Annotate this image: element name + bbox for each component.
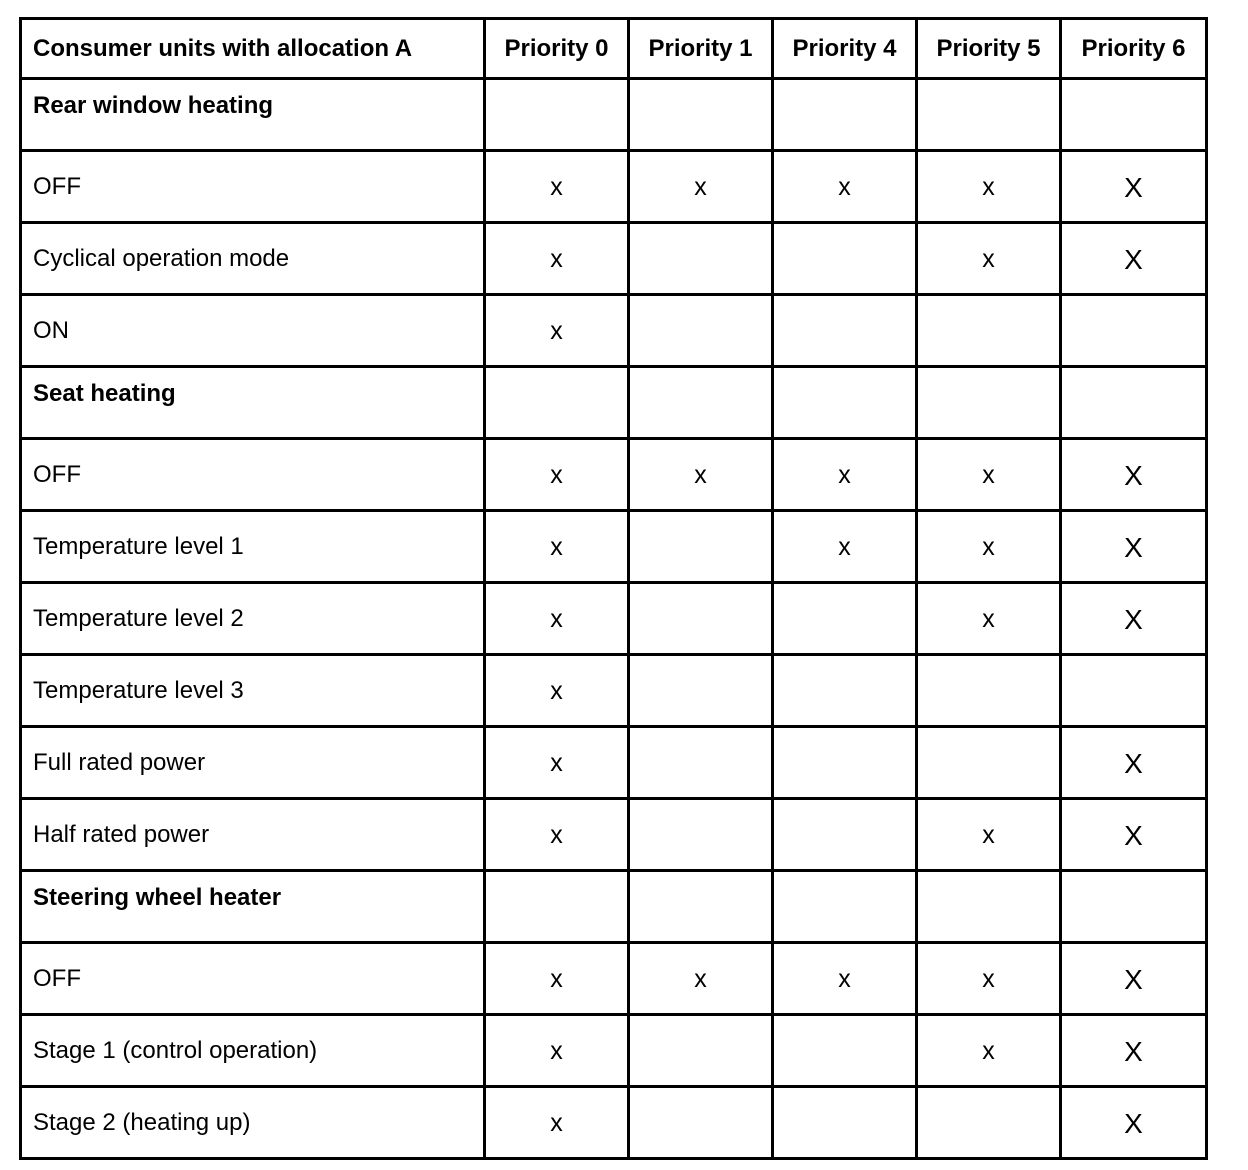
header-priority-1: Priority 1 xyxy=(629,19,773,79)
group-row xyxy=(21,871,1207,943)
empty-cell xyxy=(773,79,917,151)
priority-mark-cell: X xyxy=(1061,511,1207,583)
priority-mark-cell xyxy=(773,295,917,367)
table-row xyxy=(21,727,1207,799)
priority-mark-cell: x xyxy=(917,943,1061,1015)
consumer-allocation-table xyxy=(19,17,1208,1160)
group-row xyxy=(21,79,1207,151)
priority-mark-cell: X xyxy=(1061,1087,1207,1159)
table-row xyxy=(21,1015,1207,1087)
priority-mark-cell: X xyxy=(1061,151,1207,223)
priority-mark-cell xyxy=(629,511,773,583)
priority-mark-cell: x xyxy=(629,943,773,1015)
priority-mark-cell: x xyxy=(917,511,1061,583)
group-title: Seat heating xyxy=(21,367,485,439)
header-priority-0: Priority 0 xyxy=(485,19,629,79)
priority-mark-cell: x xyxy=(485,1087,629,1159)
priority-mark-cell xyxy=(773,583,917,655)
empty-cell xyxy=(917,79,1061,151)
empty-cell xyxy=(629,367,773,439)
row-label: OFF xyxy=(21,439,485,511)
priority-mark-cell: x xyxy=(485,1015,629,1087)
priority-mark-cell: x xyxy=(917,439,1061,511)
row-label: Temperature level 2 xyxy=(21,583,485,655)
priority-mark-cell: x xyxy=(773,151,917,223)
row-label: Temperature level 3 xyxy=(21,655,485,727)
priority-mark-cell: X xyxy=(1061,223,1207,295)
table-row xyxy=(21,655,1207,727)
priority-mark-cell: x xyxy=(773,439,917,511)
priority-mark-cell: x xyxy=(485,511,629,583)
priority-mark-cell: x xyxy=(917,799,1061,871)
priority-mark-cell xyxy=(773,1087,917,1159)
row-label: ON xyxy=(21,295,485,367)
row-label: Stage 1 (control operation) xyxy=(21,1015,485,1087)
empty-cell xyxy=(917,367,1061,439)
priority-mark-cell xyxy=(629,583,773,655)
priority-mark-cell: X xyxy=(1061,799,1207,871)
priority-mark-cell: x xyxy=(485,655,629,727)
priority-mark-cell xyxy=(773,223,917,295)
empty-cell xyxy=(1061,871,1207,943)
empty-cell xyxy=(1061,79,1207,151)
priority-mark-cell xyxy=(917,1087,1061,1159)
table-body xyxy=(21,79,1207,1159)
table-row xyxy=(21,1087,1207,1159)
row-label: Full rated power xyxy=(21,727,485,799)
table-row xyxy=(21,295,1207,367)
priority-mark-cell: x xyxy=(629,439,773,511)
priority-mark-cell: x xyxy=(917,1015,1061,1087)
priority-mark-cell: X xyxy=(1061,943,1207,1015)
header-consumer-units: Consumer units with allocation A xyxy=(21,19,485,79)
empty-cell xyxy=(1061,367,1207,439)
priority-mark-cell xyxy=(917,655,1061,727)
table-row xyxy=(21,151,1207,223)
row-label: OFF xyxy=(21,943,485,1015)
priority-mark-cell: x xyxy=(773,943,917,1015)
priority-mark-cell: x xyxy=(485,223,629,295)
empty-cell xyxy=(629,79,773,151)
priority-mark-cell xyxy=(629,1015,773,1087)
priority-mark-cell xyxy=(917,727,1061,799)
empty-cell xyxy=(773,871,917,943)
header-priority-4: Priority 4 xyxy=(773,19,917,79)
row-label: Temperature level 1 xyxy=(21,511,485,583)
empty-cell xyxy=(773,367,917,439)
priority-mark-cell: x xyxy=(485,583,629,655)
priority-mark-cell xyxy=(773,727,917,799)
group-row xyxy=(21,367,1207,439)
empty-cell xyxy=(485,79,629,151)
group-title: Rear window heating xyxy=(21,79,485,151)
table-row xyxy=(21,223,1207,295)
priority-mark-cell: X xyxy=(1061,727,1207,799)
row-label: Half rated power xyxy=(21,799,485,871)
priority-mark-cell: x xyxy=(917,223,1061,295)
table-row xyxy=(21,583,1207,655)
table-row xyxy=(21,799,1207,871)
priority-mark-cell: x xyxy=(485,295,629,367)
priority-mark-cell: x xyxy=(485,151,629,223)
empty-cell xyxy=(485,871,629,943)
priority-mark-cell: x xyxy=(485,727,629,799)
priority-mark-cell xyxy=(629,655,773,727)
priority-mark-cell: x xyxy=(629,151,773,223)
empty-cell xyxy=(485,367,629,439)
priority-mark-cell: x xyxy=(485,943,629,1015)
priority-mark-cell xyxy=(629,295,773,367)
group-title: Steering wheel heater xyxy=(21,871,485,943)
priority-mark-cell xyxy=(629,223,773,295)
priority-mark-cell: x xyxy=(917,151,1061,223)
header-priority-5: Priority 5 xyxy=(917,19,1061,79)
priority-mark-cell xyxy=(629,799,773,871)
table-row xyxy=(21,439,1207,511)
priority-mark-cell: X xyxy=(1061,439,1207,511)
row-label: Cyclical operation mode xyxy=(21,223,485,295)
priority-mark-cell: x xyxy=(485,439,629,511)
table-row xyxy=(21,511,1207,583)
priority-mark-cell xyxy=(773,655,917,727)
priority-mark-cell: X xyxy=(1061,583,1207,655)
priority-mark-cell xyxy=(1061,295,1207,367)
priority-mark-cell xyxy=(773,1015,917,1087)
priority-mark-cell: x xyxy=(917,583,1061,655)
priority-mark-cell xyxy=(629,1087,773,1159)
priority-mark-cell xyxy=(917,295,1061,367)
empty-cell xyxy=(629,871,773,943)
priority-mark-cell: x xyxy=(773,511,917,583)
header-row xyxy=(21,19,1207,79)
row-label: Stage 2 (heating up) xyxy=(21,1087,485,1159)
priority-mark-cell: x xyxy=(485,799,629,871)
priority-mark-cell xyxy=(1061,655,1207,727)
priority-mark-cell xyxy=(629,727,773,799)
table-row xyxy=(21,943,1207,1015)
header-priority-6: Priority 6 xyxy=(1061,19,1207,79)
priority-mark-cell: X xyxy=(1061,1015,1207,1087)
priority-mark-cell xyxy=(773,799,917,871)
empty-cell xyxy=(917,871,1061,943)
row-label: OFF xyxy=(21,151,485,223)
